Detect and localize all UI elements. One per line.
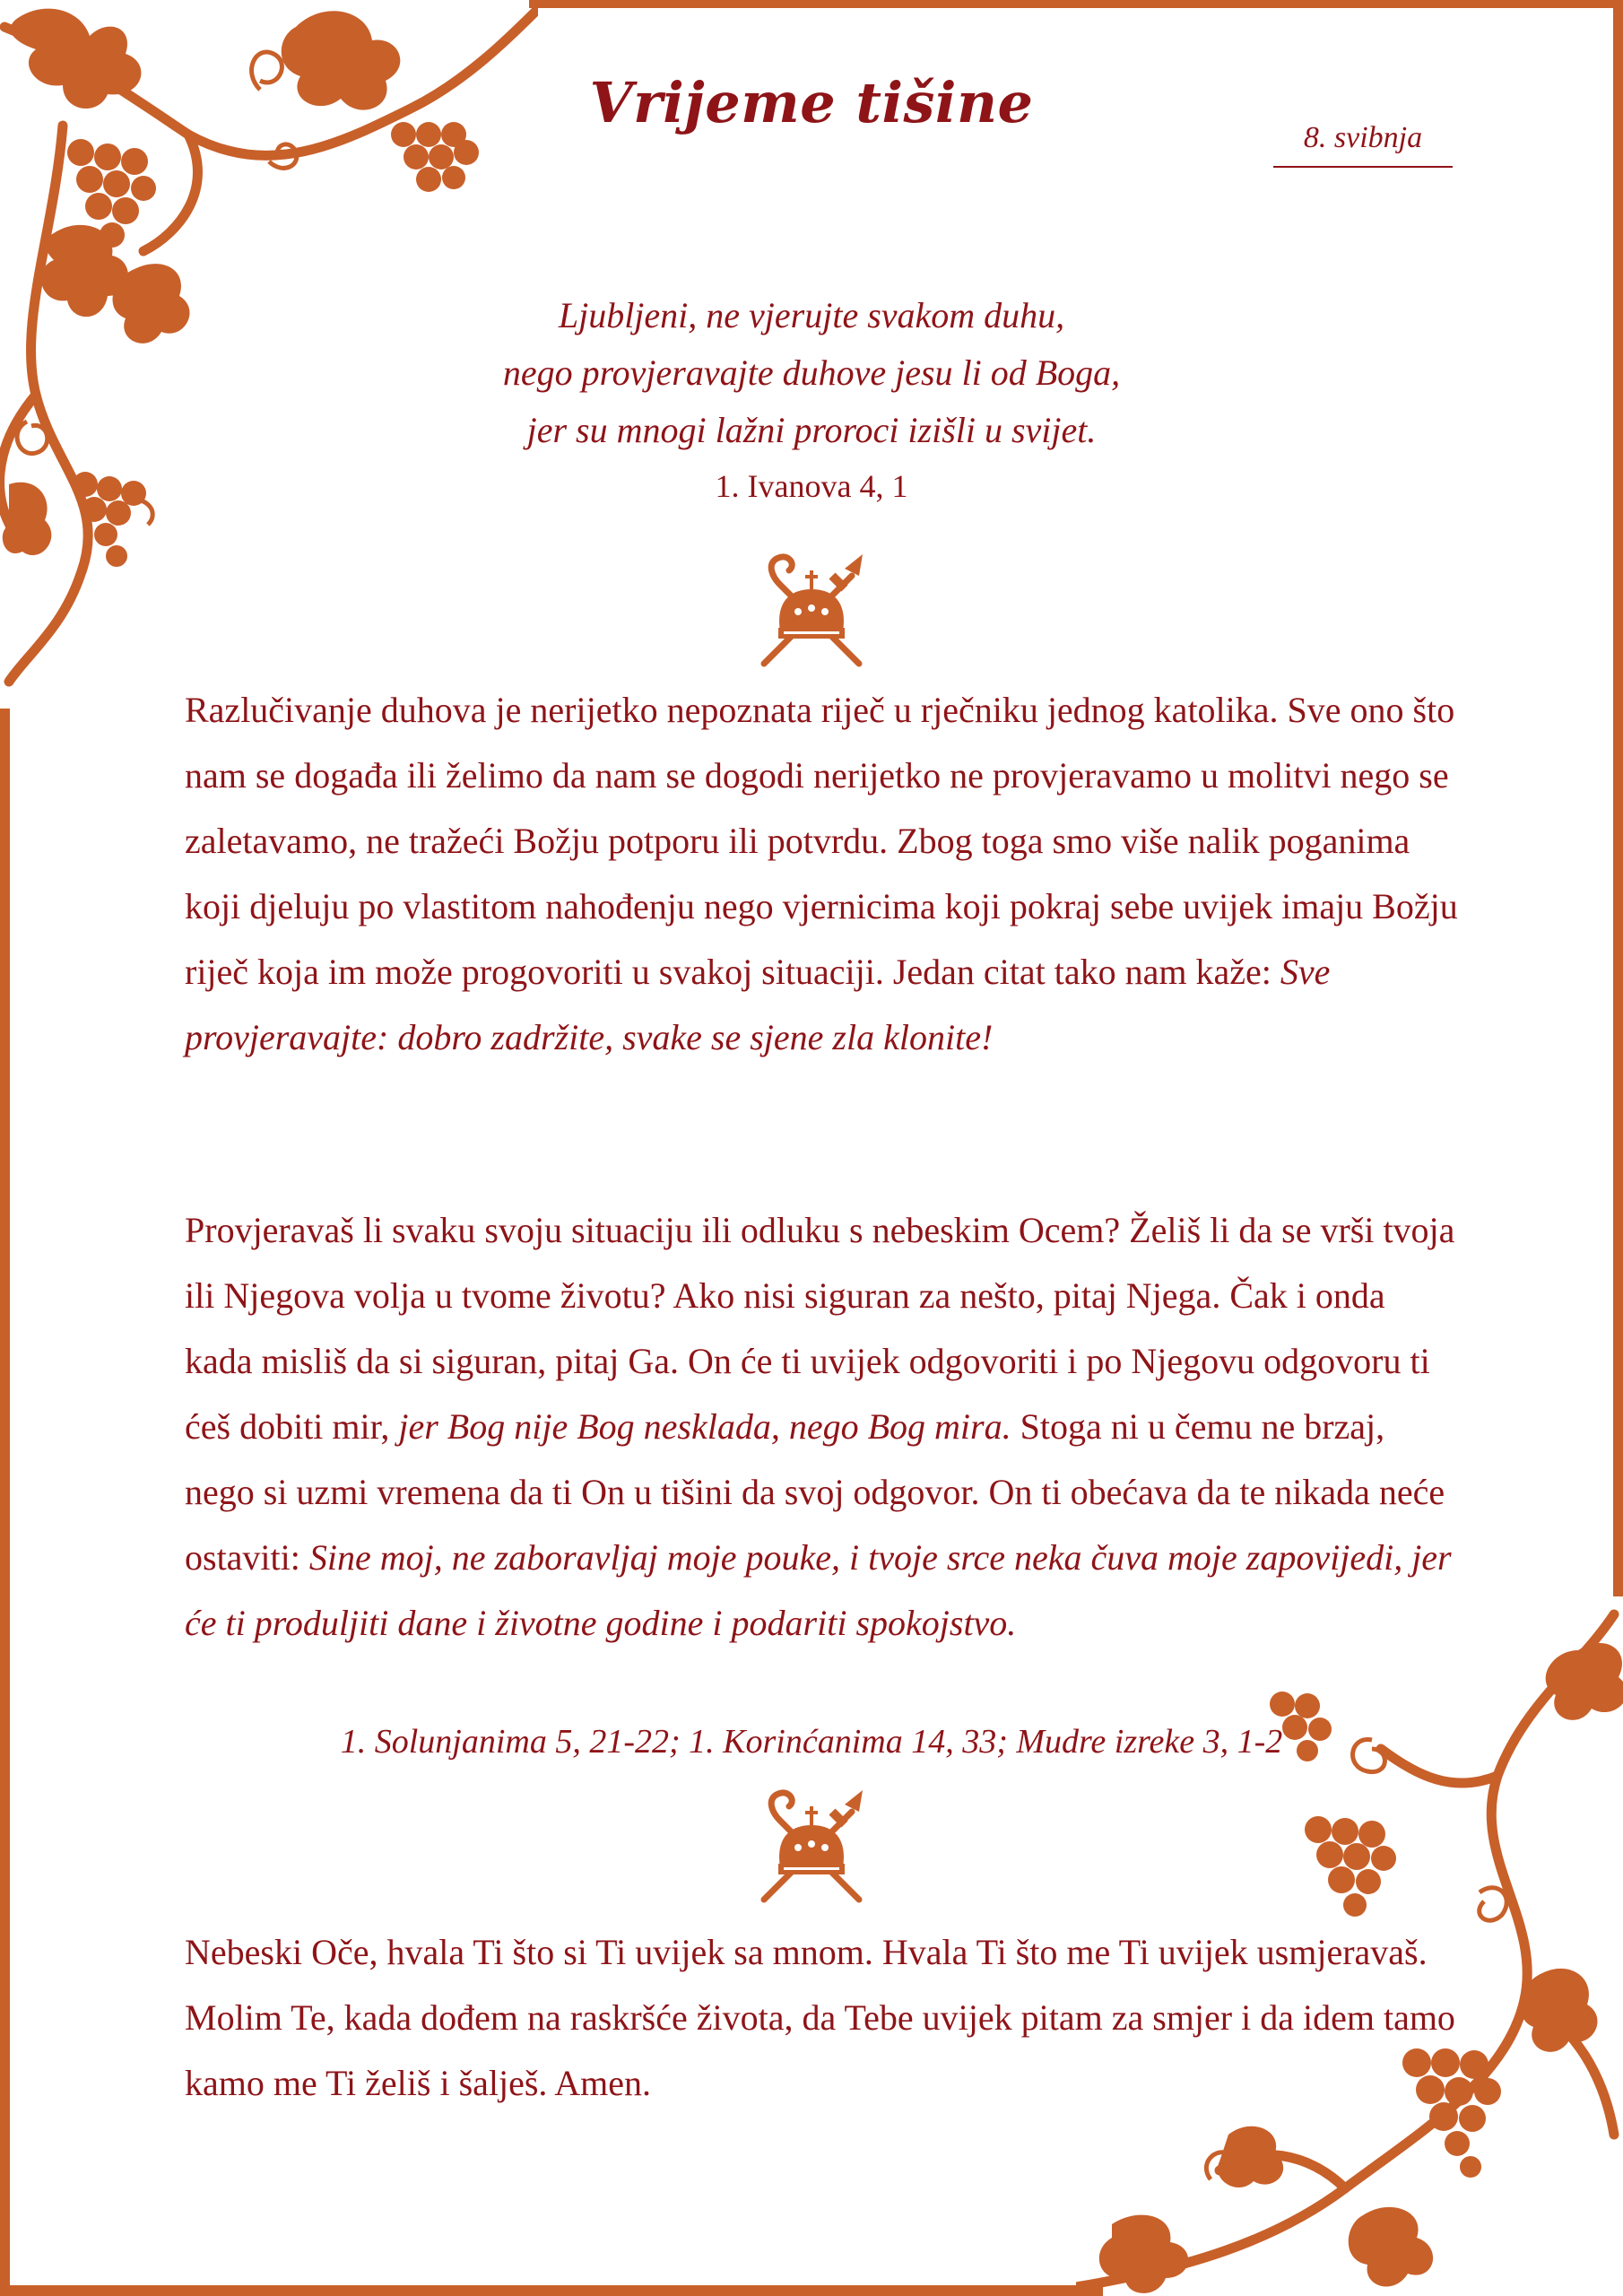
scripture-references: 1. Solunjanima 5, 21-22; 1. Korinćanima 14, 33; Mudre izreke 3, 1-2 <box>340 1723 1283 1761</box>
prayer-paragraph: Nebeski Oče, hvala Ti što si Ti uvijek sa mnom. Hvala Ti što me Ti uvijek usmjeravaš. Molim Te, kada dođem na raskršće života, da Tebe uvijek pitam za smjer i da idem tamo kamo me Ti želiš i šalješ. Amen. <box>185 1932 1455 2103</box>
scripture-quote: Sve provjeravajte: dobro zadržite, svake se sjene zla klonite! <box>185 952 1331 1057</box>
paragraph-text: Razlučivanje duhova je nerijetko nepoznata riječ u rječniku jednog katolika. Sve ono što nam se događa ili želimo da nam se dogodi nerijetko ne provjeravamo u molitvi nego se zaletavamo, ne tražeći Božju potporu ili potvrdu. Zbog toga smo više nalik poganima koji djeluju po vlastitom nahođenju nego vjernicima koji pokraj sebe uvijek imaju Božju riječ koja im može progovoriti u svakoj situaciji. Jedan citat tako nam kaže: <box>185 690 1458 992</box>
verse-reference: 1. Ivanova 4, 1 <box>715 468 908 504</box>
reflection-paragraph-1 <box>185 677 1458 1070</box>
verse-line: jer su mnogi lažni proroci izišli u svijet. <box>526 410 1097 450</box>
frame-border-bottom <box>0 2285 1103 2296</box>
date-label: 8. svibnja <box>1273 121 1453 168</box>
scripture-quote: jer Bog nije Bog nesklada, nego Bog mira. <box>398 1406 1011 1447</box>
page-title: Vrijeme tišine <box>589 70 1034 135</box>
verse-line: Ljubljeni, ne vjerujte svakom duhu, <box>558 295 1065 335</box>
crown-crozier-sword-emblem-icon <box>744 549 879 674</box>
reflection-paragraph-2 <box>185 1197 1458 1656</box>
scripture-verse <box>0 287 1623 513</box>
frame-border-left <box>0 709 10 2296</box>
verse-line: nego provjeravajte duhove jesu li od Boga, <box>502 352 1121 393</box>
scripture-quote: Sine moj, ne zaboravljaj moje pouke, i tvoje srce neka čuva moje zapovijedi, jer će ti produljiti dane i životne godine i podariti spokojstvo. <box>185 1537 1452 1643</box>
paragraph-text: Stoga ni u čemu ne brzaj, nego si uzmi vremena da ti On u tišini da svoj odgovor. On ti obećava da te nikada neće ostaviti: <box>185 1406 1445 1578</box>
crown-crozier-sword-emblem-icon <box>744 1785 879 1910</box>
frame-border-right <box>1613 0 1623 1596</box>
frame-border-top <box>529 0 1623 8</box>
paragraph-text: Provjeravaš li svaku svoju situaciju ili odluku s nebeskim Ocem? Želiš li da se vrši tvoja ili Njegova volja u tvome životu? Ako nisi siguran za nešto, pitaj Njega. Čak i onda kada misliš da si siguran, pitaj Ga. On će ti uvijek odgovoriti i po Njegovu odgovoru ti ćeš dobiti mir, <box>185 1210 1455 1447</box>
